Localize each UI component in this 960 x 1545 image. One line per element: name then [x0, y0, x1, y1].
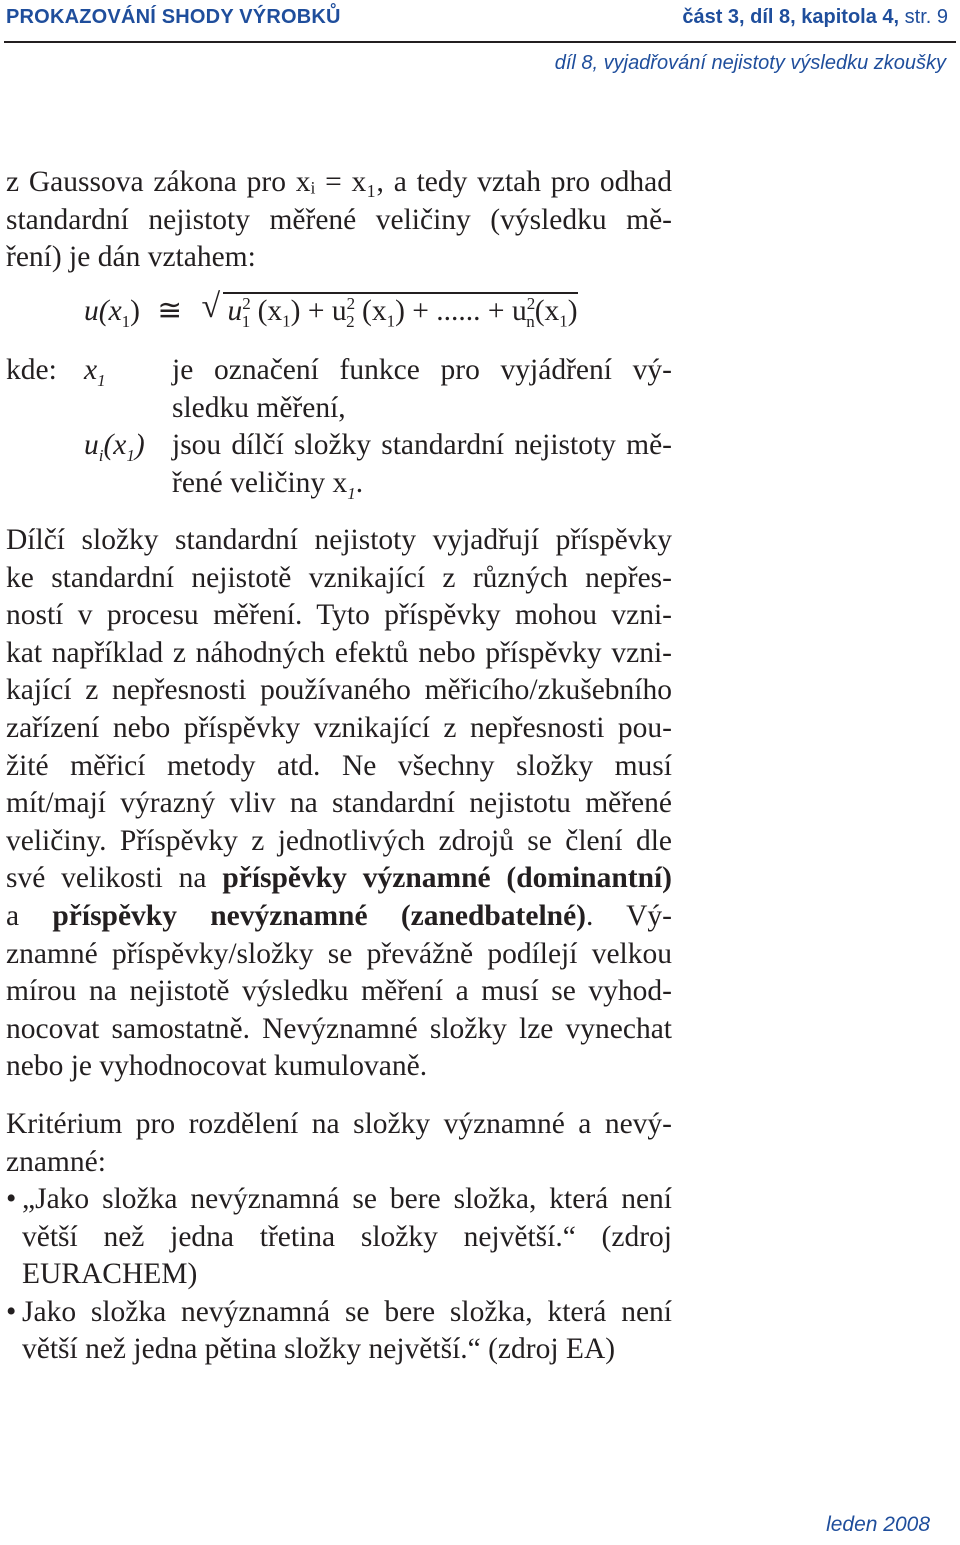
- page-footer-date: leden 2008: [826, 1513, 930, 1536]
- definition-line: sledku měření,: [172, 391, 346, 424]
- emphasis-dominant: příspěvky významné (dominantní): [222, 862, 672, 895]
- bullet-icon: •: [6, 1295, 17, 1328]
- definition-desc-2: [172, 427, 672, 512]
- formula-lhs: u(x: [84, 295, 122, 327]
- definition-line: je označení funkce pro vyjádření vý-: [172, 354, 672, 386]
- sqrt-bar: [223, 292, 577, 294]
- definition-end: .: [355, 466, 364, 499]
- formula-dots: ) + ...... + u: [395, 295, 527, 327]
- paragraph-line: mít/mají výrazný vliv na standardní nejistotu měřené: [6, 787, 672, 820]
- intro-line: z Gaussova zákona pro xᵢ = x₁, a tedy vztah pro odhad: [6, 166, 672, 198]
- paragraph-line: [6, 860, 672, 898]
- formula-close: ): [567, 295, 578, 327]
- list-item-line: „Jako složka nevýznamná se bere složka, která není: [22, 1183, 672, 1215]
- page-header: [0, 0, 960, 44]
- text-run: . Vý-: [586, 899, 672, 932]
- definition-line: jsou dílčí složky standardní nejistoty mě-: [172, 429, 672, 461]
- var-symbol: x: [84, 354, 98, 386]
- formula-sub: 1: [386, 311, 396, 331]
- paragraph-criterion: [6, 1106, 672, 1181]
- header-page-number: str. 9: [899, 6, 948, 28]
- list-item-line: Jako složka nevýznamná se bere složka, která není: [22, 1295, 672, 1328]
- text-run: a: [6, 899, 53, 932]
- list-item: [6, 1294, 672, 1369]
- formula-sub: 2: [346, 311, 355, 331]
- paragraph-line: ke standardní nejistotě vznikající z různých nepřes-: [6, 561, 672, 594]
- formula-sub: 1: [282, 311, 291, 331]
- var-sub: 1: [97, 370, 106, 390]
- paragraph-line: Dílčí složky standardní nejistoty vyjadřují příspěvky: [6, 524, 672, 556]
- paragraph-line: ností v procesu měření. Tyto příspěvky mohou vzni-: [6, 599, 672, 632]
- term-1-arg: (x: [257, 295, 283, 327]
- var-sub: 1: [126, 445, 135, 465]
- sqrt-icon: √: [201, 288, 221, 326]
- definition-desc-1: [172, 352, 672, 427]
- text-run: své velikosti na: [6, 862, 223, 895]
- formula-sup: 2: [346, 294, 356, 314]
- list-item-line: větší než jedna třetina složky největší.“ (zdroj: [22, 1220, 672, 1253]
- bullet-icon: •: [6, 1183, 17, 1215]
- var-symbol: u: [84, 429, 99, 461]
- formula-sub: 1: [241, 311, 251, 331]
- paragraph-line: kající z nepřesnosti používaného měřicího/zkušebního: [6, 674, 672, 707]
- formula-plus: ) + u: [290, 295, 347, 327]
- header-title: PROKAZOVÁNÍ SHODY VÝROBKŮ: [6, 6, 341, 28]
- paragraph-line: [6, 898, 672, 936]
- term-2-arg: (x: [362, 295, 387, 327]
- header-section: [682, 6, 948, 29]
- emphasis-negligible: příspěvky nevýznamné (zanedbatelné): [52, 899, 586, 932]
- definition-var-2: [84, 427, 145, 474]
- list-item: [6, 1181, 672, 1294]
- formula-sup: 2: [242, 294, 251, 314]
- intro-line: standardní nejistoty měřené veličiny (výsledku mě-: [6, 203, 672, 236]
- paragraph-line: zařízení nebo příspěvky vznikající z nepřesnosti pou-: [6, 711, 672, 744]
- paragraph-line: znamné:: [6, 1145, 106, 1178]
- definitions-label: kde:: [6, 354, 57, 386]
- definition-var-1: [84, 352, 106, 399]
- list-item-line: EURACHEM): [22, 1258, 198, 1291]
- paragraph-line: žité měřicí metody atd. Ne všechny složky musí: [6, 749, 672, 782]
- paragraph-line: nebo je vyhodnocovat kumulovaně.: [6, 1050, 428, 1083]
- header-rule: [4, 41, 956, 43]
- paragraph-line: znamné příspěvky/složky se převážně podílejí velkou: [6, 937, 672, 970]
- term-1: u: [227, 295, 243, 327]
- formula-sub: n: [526, 311, 535, 331]
- paragraph-line: mírou na nejistotě výsledku měření a musí se vyhod-: [6, 975, 672, 1008]
- var-arg: (x: [103, 429, 127, 461]
- var-sub: 1: [347, 483, 356, 503]
- paragraph-line: kat například z náhodných efektů nebo příspěvky vzni-: [6, 636, 672, 669]
- formula-sub: 1: [559, 311, 568, 331]
- definition-text: řené veličiny x: [172, 466, 348, 499]
- square-root: [199, 288, 578, 332]
- formula-sup: 2: [526, 294, 536, 314]
- paragraph-line: nocovat samostatně. Nevýznamné složky lze vynechat: [6, 1012, 672, 1045]
- header-section-label: část 3, díl 8, kapitola 4,: [682, 6, 900, 28]
- approx-symbol: ≅: [157, 295, 183, 327]
- paragraph-line: veličiny. Příspěvky z jednotlivých zdrojů se člení dle: [6, 824, 672, 857]
- list-item-line: větší než jedna pětina složky největší.“ (zdroj EA): [22, 1333, 616, 1366]
- intro-line: ření) je dán vztahem:: [6, 241, 256, 274]
- paragraph-line: Kritérium pro rozdělení na složky významné a nevý-: [6, 1108, 672, 1140]
- paragraph-components: [6, 522, 672, 1086]
- uncertainty-formula: $u(x_1)$ ≅ √ $u^2_1$ $(x_1) + u^2_2$ $(x_1)$ + ...... + $u^2_n(x_1)$: [84, 288, 578, 331]
- var-sub: i: [98, 445, 104, 465]
- term-n-arg: (x: [534, 295, 560, 327]
- criteria-list: [6, 1181, 672, 1369]
- definition-line: [172, 465, 672, 512]
- intro-paragraph: [6, 164, 672, 277]
- formula-sub: 1: [121, 311, 131, 331]
- header-subtitle: díl 8, vyjadřování nejistoty výsledku zkoušky: [554, 52, 946, 74]
- var-close: ): [134, 429, 145, 461]
